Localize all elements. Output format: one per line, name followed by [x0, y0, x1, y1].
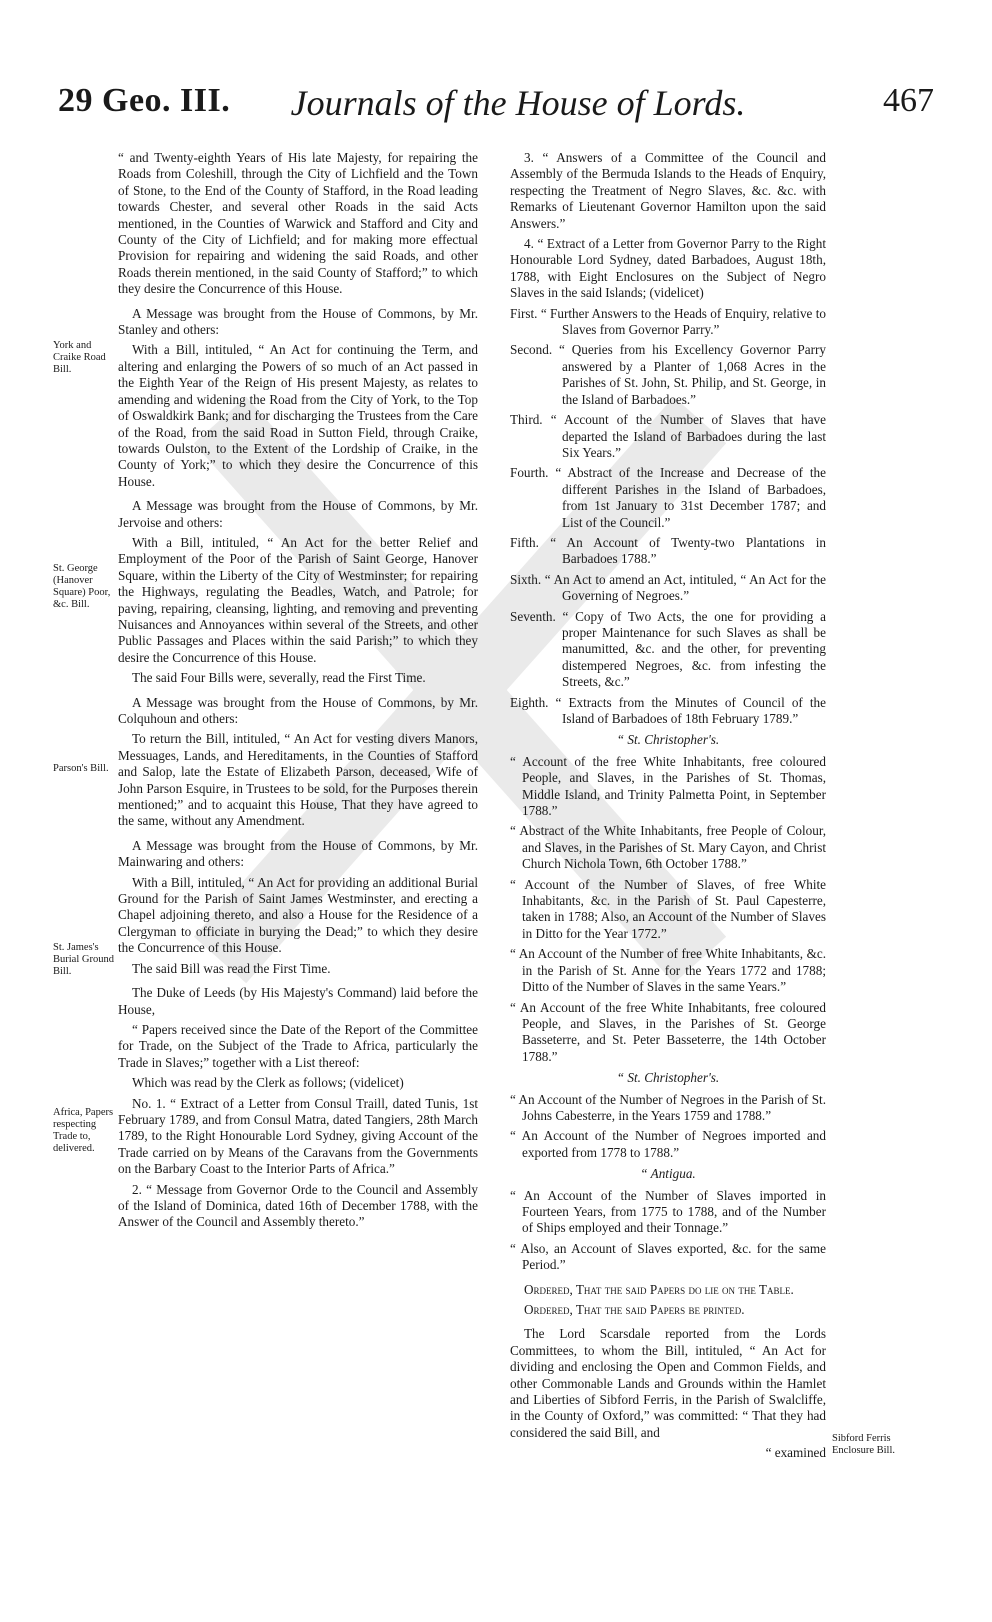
paragraph: A Message was brought from the House of Commons, by Mr. Stanley and others:	[118, 305, 478, 338]
account-item: “ An Account of the Number of Negroes in the Parish of St. Johns Cabesterre, in the Years 1759 and 1788.”	[510, 1091, 826, 1123]
enclosure-item: Third. “ Account of the Number of Slaves that have departed the Island of Barbadoes during the last Six Years.”	[510, 412, 826, 460]
enclosure-item: Sixth. “ An Act to amend an Act, intituled, “ An Act for the Governing of Negroes.”	[510, 571, 826, 604]
enclosure-item: Second. “ Queries from his Excellency Governor Parry answered by a Planter of 1,068 Acres in the Parishes of St. John, St. Philip, and St. George, in the Island of Barbadoes.”	[510, 342, 826, 407]
account-item: “ Account of the Number of Slaves, of free White Inhabitants, &c. in the Parish of St. Paul Capesterre, taken in 1788; Also, an Account of the Number of Slaves in Ditto for the Year 1772.”	[510, 876, 826, 941]
margin-note-africa: Africa, Papers respecting Trade to, delivered.	[53, 1107, 114, 1154]
section-heading: “ Antigua.	[640, 1166, 696, 1182]
paragraph: A Message was brought from the House of Commons, by Mr. Mainwaring and others:	[118, 837, 478, 870]
account-item: “ An Account of the Number of free White Inhabitants, &c. in the Parish of St. Anne for the Years 1772 and 1788; Ditto of the Number of Slaves in the same Years.”	[510, 946, 826, 995]
paragraph: 4. “ Extract of a Letter from Governor Parry to the Right Honourable Lord Sydney, dated Barbadoes, August 18th, 1788, with Eight Enclosures on the Subject of Negro Slaves in the said Islands; (videlicet)	[510, 236, 826, 301]
enclosure-item: Eighth. “ Extracts from the Minutes of Council of the Island of Barbadoes of 18th February 1789.”	[510, 694, 826, 726]
paragraph: The Lord Scarsdale reported from the Lords Committees, to whom the Bill, intituled, “ An Act for dividing and enclosing the Open and Common Fields, and other Commonable Lands and Grounds within the Hamlet and Liberties of Sibford Ferris, in the Parish of Swalcliffe, in the County of Oxford,” was committed: “ That they had considered the said Bill, and	[510, 1326, 826, 1440]
paragraph: 2. “ Message from Governor Orde to the Council and Assembly of the Island of Dominica, dated 16th of December 1788, with the Answer of the Council and Assembly thereto.”	[118, 1181, 478, 1230]
account-item: “ An Account of the free White Inhabitants, free coloured People, and Slaves, in the Parishes of St. George Basseterre, and St. Peter Basseterre, the 14th October 1788.”	[510, 999, 826, 1064]
paragraph: “ and Twenty-eighth Years of His late Majesty, for repairing the Roads from Coleshill, through the City of Lichfield and the Town of Stone, to the End of the County of Stafford, in the Road leading towards Chester, and several other Roads in the said Acts mentioned, in the Counties of Warwick and Stafford and City and County of the City of Lichfield; and for making more effectual Provision for repairing and widening the said Roads, and other Roads therein mentioned, in the said County of Stafford;” to which they desire the Concurrence of this House.	[118, 150, 478, 297]
paragraph: With a Bill, intituled, “ An Act for continuing the Term, and altering and enlarging the Powers of so much of an Act passed in the Eighth Year of the Reign of His present Majesty, as relates to amending and widening the Road from the City of York, to the Top of Oswaldkirk Bank; and for discharging the Trustees from the Care of the Road, from the said Road in Sutton Field, through Craike, towards Oulston, to the Extent of the Lordship of Craike, in the County of York;” to which they desire the Concurrence of this House.	[118, 342, 478, 489]
account-item: “ Account of the free White Inhabitants, free coloured People, and Slaves, in the Parishes of St. Thomas, Middle Island, and Trinity Palmetta Point, in September 1788.”	[510, 753, 826, 819]
order-line: Ordered, That the said Papers be printed.	[524, 1302, 745, 1317]
paragraph: A Message was brought from the House of Commons, by Mr. Colquhoun and others:	[118, 694, 478, 726]
paragraph: The said Bill was read the First Time.	[132, 960, 331, 976]
paragraph: 3. “ Answers of a Committee of the Council and Assembly of the Bermuda Islands to the Heads of Enquiry, respecting the Treatment of Negro Slaves, &c. &c. with Remarks of Lieutenant Governor Hamilton upon the said Answers.”	[510, 150, 826, 231]
page-number: 467	[883, 82, 934, 119]
right-column	[510, 150, 826, 1466]
left-column	[118, 150, 478, 1235]
paragraph: The Duke of Leeds (by His Majesty's Command) laid before the House,	[118, 985, 478, 1017]
section-heading: “ St. Christopher's.	[616, 732, 720, 748]
account-item: “ Abstract of the White Inhabitants, free People of Colour, and Slaves, in the Parishes of St. Mary Cayon, and Christ Church Nichola Town, 6th October 1788.”	[510, 823, 826, 872]
paragraph: No. 1. “ Extract of a Letter from Consul Traill, dated Tunis, 1st February 1789, and from Consul Matra, dated Tangiers, 28th March 1789, to the Right Honourable Lord Sydney, giving Account of the Trade carried on by Means of the Caravans from the Governments on the Barbary Coast to the Interior Parts of Africa.”	[118, 1095, 478, 1177]
account-item: “ Also, an Account of Slaves exported, &c. for the same Period.”	[510, 1240, 826, 1273]
enclosure-item: Seventh. “ Copy of Two Acts, the one for providing a proper Maintenance for such Slaves as shall be manumitted, &c. and the other, for preventing distempered Negroes, &c. from infesting the Streets, &c.”	[510, 608, 826, 690]
section-heading: “ St. Christopher's.	[616, 1070, 720, 1086]
paragraph: With a Bill, intituled, “ An Act for the better Relief and Employment of the Poor of the Parish of Saint George, Hanover Square, within the Liberty of the City of Westminster; for repairing the Highways, regulating the Beadles, Watch, and Patrole; for paving, repairing, cleansing, lighting, and removing and preventing Nuisances and Annoyances within several of the Streets, and other Public Passages and Places within the said Parish;” to which they desire the Concurrence of this House.	[118, 534, 478, 665]
regnal-year: 29 Geo. III.	[58, 82, 231, 119]
paragraph: Which was read by the Clerk as follows; (videlicet)	[132, 1075, 404, 1091]
paragraph: With a Bill, intituled, “ An Act for providing an additional Burial Ground for the Parish of Saint James Westminster, and erecting a Chapel adjoining thereto, and also a House for the Residence of a Clergyman to officiate in burying the Dead;” to which they desire the Concurrence of this House.	[118, 874, 478, 956]
journal-title: Journals of the House of Lords.	[290, 83, 746, 123]
enclosure-item: First. “ Further Answers to the Heads of Enquiry, relative to Slaves from Governor Parry.”	[510, 305, 826, 338]
enclosure-item: Fifth. “ An Account of Twenty-two Plantations in Barbadoes 1788.”	[510, 534, 826, 567]
margin-note-parson: Parson's Bill.	[53, 763, 109, 774]
paragraph: “ Papers received since the Date of the Report of the Committee for Trade, on the Subject of the Trade to Africa, particularly the Trade in Slaves;” together with a List thereof:	[118, 1021, 478, 1070]
margin-note-york: York and Craike Road Bill.	[53, 340, 106, 375]
enclosure-item: Fourth. “ Abstract of the Increase and Decrease of the different Parishes in the Island of Barbadoes, from 1st January to 31st December 1787; and List of the Council.”	[510, 465, 826, 530]
catchword: “ examined	[765, 1445, 826, 1461]
margin-note-stgeorge: St. George (Hanover Square) Poor, &c. Bill.	[53, 563, 111, 610]
account-item: “ An Account of the Number of Negroes imported and exported from 1778 to 1788.”	[510, 1128, 826, 1160]
paragraph: A Message was brought from the House of Commons, by Mr. Jervoise and others:	[118, 498, 478, 530]
margin-note-stjames: St. James's Burial Ground Bill.	[53, 942, 114, 977]
margin-note-sibford: Sibford Ferris Enclosure Bill.	[832, 1433, 895, 1456]
paragraph: To return the Bill, intituled, “ An Act for vesting divers Manors, Messuages, Lands, and Hereditaments, in the Counties of Stafford and Salop, late the Estate of Elizabeth Parson, deceased, Wife of John Parson Esquire, in Trustees to be sold, for the Purposes therein mentioned;” and to acquaint this House, That they have agreed to the same, without any Amendment.	[118, 731, 478, 829]
account-item: “ An Account of the Number of Slaves imported in Fourteen Years, from 1775 to 1788, and of the Number of Ships employed and their Tonnage.”	[510, 1187, 826, 1236]
order-line: Ordered, That the said Papers do lie on the Table.	[524, 1281, 794, 1297]
page-header	[58, 82, 934, 132]
paragraph: The said Four Bills were, severally, read the First Time.	[132, 670, 426, 686]
